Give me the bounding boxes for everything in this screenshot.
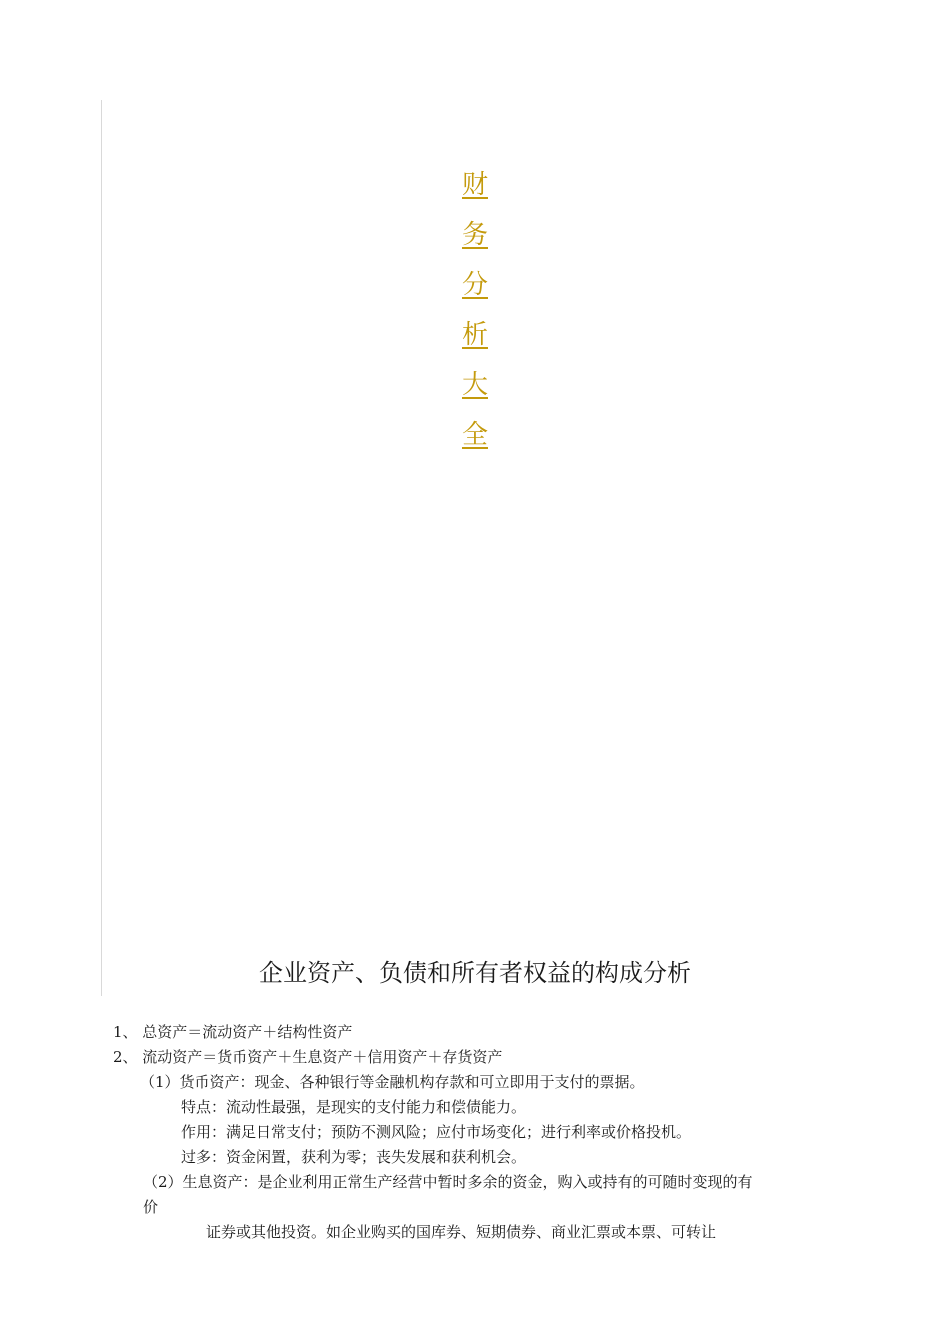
list-item-total-assets: 1、 总资产＝流动资产＋结构性资产 bbox=[113, 1023, 353, 1041]
sub-item-interest-assets-wrap: 价 bbox=[143, 1198, 159, 1216]
cover-title-char: 全 bbox=[461, 420, 488, 450]
list-item-current-assets: 2、 流动资产＝货币资产＋生息资产＋信用资产＋存货资产 bbox=[113, 1048, 503, 1066]
sub-item-monetary-assets: （1）货币资产：现金、各种银行等金融机构存款和可立即用于支付的票据。 bbox=[140, 1073, 645, 1091]
section-title: 企业资产、负债和所有者权益的构成分析 bbox=[259, 959, 691, 987]
detail-securities: 证券或其他投资。如企业购买的国库券、短期债券、商业汇票或本票、可转让 bbox=[206, 1223, 717, 1241]
cover-title bbox=[458, 160, 492, 460]
cover-title-char: 财 bbox=[461, 170, 488, 200]
sub-item-interest-assets: （2）生息资产：是企业利用正常生产经营中暂时多余的资金，购入或持有的可随时变现的有 bbox=[143, 1173, 753, 1191]
detail-excess: 过多：资金闲置，获利为零；丧失发展和获利机会。 bbox=[181, 1148, 527, 1166]
detail-purpose: 作用：满足日常支付；预防不测风险；应付市场变化；进行利率或价格投机。 bbox=[181, 1123, 692, 1141]
detail-features: 特点：流动性最强，是现实的支付能力和偿债能力。 bbox=[181, 1098, 527, 1116]
cover-title-char: 大 bbox=[461, 370, 488, 400]
cover-title-char: 析 bbox=[461, 320, 488, 350]
cover-title-char: 分 bbox=[461, 270, 488, 300]
cover-title-char: 务 bbox=[461, 220, 488, 250]
page-margin-line bbox=[101, 100, 102, 996]
